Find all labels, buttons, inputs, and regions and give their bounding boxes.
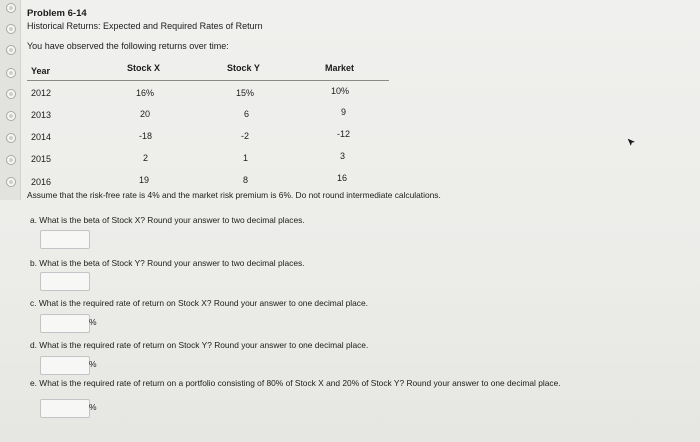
table-cell-market: 10%: [331, 86, 350, 96]
radio-icon[interactable]: [6, 89, 16, 99]
answer-c-input[interactable]: [40, 314, 90, 333]
radio-icon[interactable]: [6, 155, 16, 165]
table-cell-market: 3: [340, 151, 346, 161]
table-cell-stock-x: 16%: [136, 88, 155, 98]
question-a-text: a. What is the beta of Stock X? Round your answer to two decimal places.: [30, 215, 305, 225]
question-e-text: e. What is the required rate of return on a portfolio consisting of 80% of Stock X and 20% of Stock Y? Round your answer to one decimal place.: [30, 378, 561, 388]
table-cell-stock-x: 2: [143, 153, 149, 163]
table-cell-market: 9: [341, 107, 347, 117]
radio-icon[interactable]: [6, 3, 16, 13]
radio-icon[interactable]: [6, 24, 16, 34]
table-cell-stock-y: 8: [243, 175, 249, 185]
table-header-stock-y: Stock Y: [227, 63, 260, 73]
answer-d-unit: %: [89, 359, 97, 369]
table-cell-stock-x: 19: [139, 175, 150, 185]
table-cell-stock-x: -18: [139, 131, 153, 141]
table-cell-stock-y: -2: [241, 131, 250, 141]
table-cell-market: -12: [337, 129, 351, 139]
answer-c-unit: %: [89, 317, 97, 327]
answer-d-input[interactable]: [40, 356, 90, 375]
table-header-market: Market: [325, 63, 355, 73]
answer-a-input[interactable]: [40, 230, 90, 249]
table-header-stock-x: Stock X: [127, 63, 161, 73]
table-header-divider: [27, 80, 389, 81]
answer-e-unit: %: [89, 402, 97, 412]
radio-icon[interactable]: [6, 177, 16, 187]
table-cell-year: 2012: [31, 88, 52, 98]
problem-intro: You have observed the following returns over time:: [27, 41, 229, 51]
table-cell-year: 2013: [31, 110, 52, 120]
table-cell-year: 2015: [31, 154, 52, 164]
table-cell-stock-x: 20: [140, 109, 151, 119]
table-cell-stock-y: 1: [243, 153, 249, 163]
assumption-text: Assume that the risk-free rate is 4% and the market risk premium is 6%. Do not round intermediate calculations.: [27, 190, 441, 200]
table-cell-stock-y: 6: [244, 109, 250, 119]
radio-icon[interactable]: [6, 45, 16, 55]
answer-b-input[interactable]: [40, 272, 90, 291]
radio-icon[interactable]: [6, 133, 16, 143]
radio-icon[interactable]: [6, 111, 16, 121]
table-header-year: Year: [31, 66, 51, 76]
question-b-text: b. What is the beta of Stock Y? Round your answer to two decimal places.: [30, 258, 305, 268]
problem-subtitle: Historical Returns: Expected and Required Rates of Return: [27, 21, 263, 31]
question-d-text: d. What is the required rate of return on Stock Y? Round your answer to one decimal place.: [30, 340, 369, 350]
question-c-text: c. What is the required rate of return on Stock X? Round your answer to one decimal place.: [30, 298, 368, 308]
mouse-pointer-icon: [626, 137, 638, 149]
table-cell-year: 2016: [31, 177, 52, 187]
table-cell-year: 2014: [31, 132, 52, 142]
answer-e-input[interactable]: [40, 399, 90, 418]
table-cell-market: 16: [337, 173, 348, 183]
radio-icon[interactable]: [6, 68, 16, 78]
table-cell-stock-y: 15%: [236, 88, 255, 98]
problem-title: Problem 6-14: [27, 8, 87, 19]
